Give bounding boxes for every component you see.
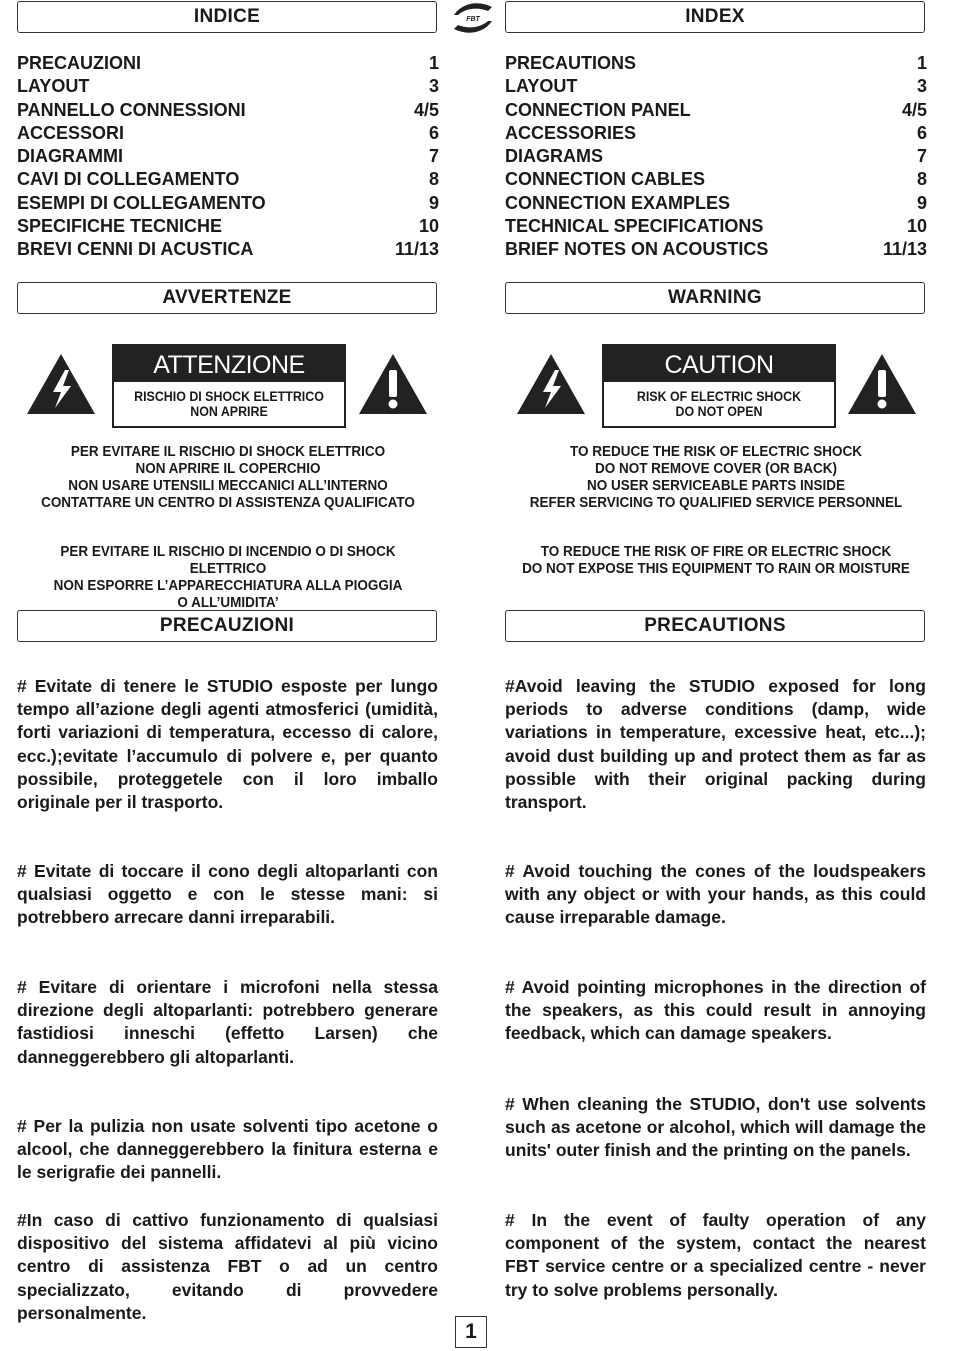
exclamation-warning-icon [357, 352, 429, 416]
english-column [505, 0, 927, 1351]
precaution-paragraph: # In the event of faulty operation of any component of the system, contact the nearest FBT service centre or a specialized centre - never try to solve problems personally. [505, 1210, 926, 1300]
caution-subtitle: RISCHIO DI SHOCK ELETTRICO NON APRIRE [134, 389, 324, 419]
caution-label-box [112, 344, 346, 428]
precaution-paragraph: # Evitate di toccare il cono degli altoparlanti con qualsiasi oggetto e con le stesse mani: si potrebbero arrecare danni irreparabili. [17, 861, 438, 928]
toc-item: CONNECTION PANEL 4/5 [505, 99, 927, 120]
warning-header: WARNING [505, 282, 925, 314]
toc-item: SPECIFICHE TECNICHE 10 [17, 216, 439, 237]
precaution-paragraph: # Avoid touching the cones of the loudspeakers with any object or with your hands, as this could cause irreparable damage. [505, 861, 926, 928]
svg-text:FBT: FBT [466, 16, 480, 23]
toc-item: CONNECTION EXAMPLES 9 [505, 192, 927, 213]
italian-column [17, 0, 439, 1351]
toc-item: ACCESSORI 6 [17, 122, 439, 143]
shock-warning-text: PER EVITARE IL RISCHIO DI SHOCK ELETTRICO NON APRIRE IL COPERCHIO NON USARE UTENSILI MECCANICI ALL’INTERNO CONTATTARE UN CENTRO DI ASSISTENZA QUALIFICATO [41, 444, 415, 511]
toc-item: BRIEF NOTES ON ACOUSTICS 11/13 [505, 239, 927, 260]
toc-item: PRECAUZIONI 1 [17, 53, 439, 73]
shock-warning-text: TO REDUCE THE RISK OF ELECTRIC SHOCK DO NOT REMOVE COVER (OR BACK) NO USER SERVICEABLE PARTS INSIDE REFER SERVICING TO QUALIFIED SERVICE PERSONNEL [529, 444, 903, 511]
precaution-paragraph: # When cleaning the STUDIO, don't use solvents such as acetone or alcohol, which will damage the units' outer finish and the printing on the panels. [505, 1094, 926, 1161]
toc-item: ESEMPI DI COLLEGAMENTO 9 [17, 192, 439, 213]
precautions-header: PRECAUTIONS [505, 610, 925, 642]
toc-item: PANNELLO CONNESSIONI 4/5 [17, 99, 439, 120]
precaution-paragraph: #In caso di cattivo funzionamento di qualsiasi dispositivo del sistema affidatevi al più vicino centro di assistenza FBT o ad un centro specializzato, evitando di provvedere personalmente. [17, 1210, 438, 1323]
precaution-paragraph: #Avoid leaving the STUDIO exposed for long periods to adverse conditions (damp, wide variations in temperature, excessive heat, etc...); avoid dust building up and protect them as far as possible with their original packing during transport. [505, 676, 926, 813]
fire-warning-text: TO REDUCE THE RISK OF FIRE OR ELECTRIC SHOCK DO NOT EXPOSE THIS EQUIPMENT TO RAIN OR MOISTURE [522, 544, 910, 577]
precautions-header: PRECAUZIONI [17, 610, 437, 642]
electric-shock-warning-icon [515, 352, 587, 416]
toc-item: ACCESSORIES 6 [505, 122, 927, 143]
toc-item: TECHNICAL SPECIFICATIONS 10 [505, 216, 927, 237]
fire-warning-text: PER EVITARE IL RISCHIO DI INCENDIO O DI SHOCK ELETTRICO NON ESPORRE L’APPARECCHIATURA ALLA PIOGGIA O ALL’UMIDITA’ [53, 544, 403, 611]
precaution-paragraph: # Evitate di tenere le STUDIO esposte per lungo tempo all’azione degli agenti atmosferici (umidità, forti variazioni di temperatura, eccesso di calore, ecc.);evitate l’accumulo di polvere e, per quanto possibile, proteggetele con il loro imballo originale per il trasporto. [17, 676, 438, 813]
caution-title: ATTENZIONE [114, 346, 344, 382]
toc-item: DIAGRAMMI 7 [17, 146, 439, 167]
toc-item: BREVI CENNI DI ACUSTICA 11/13 [17, 239, 439, 260]
electric-shock-warning-icon [25, 352, 97, 416]
caution-title: CAUTION [604, 346, 834, 382]
warning-header: AVVERTENZE [17, 282, 437, 314]
caution-subtitle: RISK OF ELECTRIC SHOCK DO NOT OPEN [636, 389, 802, 419]
toc-item: DIAGRAMS 7 [505, 146, 927, 167]
precaution-paragraph: # Avoid pointing microphones in the direction of the speakers, as this could result in annoying feedback, which can damage speakers. [505, 977, 926, 1044]
caution-label-box [602, 344, 836, 428]
toc-item: CAVI DI COLLEGAMENTO 8 [17, 169, 439, 190]
toc-item: LAYOUT 3 [505, 76, 927, 97]
table-of-contents [505, 52, 927, 262]
toc-item: LAYOUT 3 [17, 76, 439, 97]
toc-item: CONNECTION CABLES 8 [505, 169, 927, 190]
precaution-paragraph: # Evitare di orientare i microfoni nella stessa direzione degli altoparlanti: potrebbero generare fastidiosi inneschi (effetto Larsen) che danneggerebbero gli altoparlanti. [17, 977, 438, 1067]
fbt-logo-icon [452, 0, 494, 36]
table-of-contents [17, 52, 439, 262]
exclamation-warning-icon [846, 352, 918, 416]
precaution-paragraph: # Per la pulizia non usate solventi tipo acetone o alcool, che danneggerebbero la finitura esterna e le serigrafie dei pannelli. [17, 1116, 438, 1183]
toc-item: PRECAUTIONS 1 [505, 53, 927, 73]
index-header: INDEX [505, 1, 925, 33]
index-header: INDICE [17, 1, 437, 33]
page-number: 1 [455, 1316, 487, 1348]
